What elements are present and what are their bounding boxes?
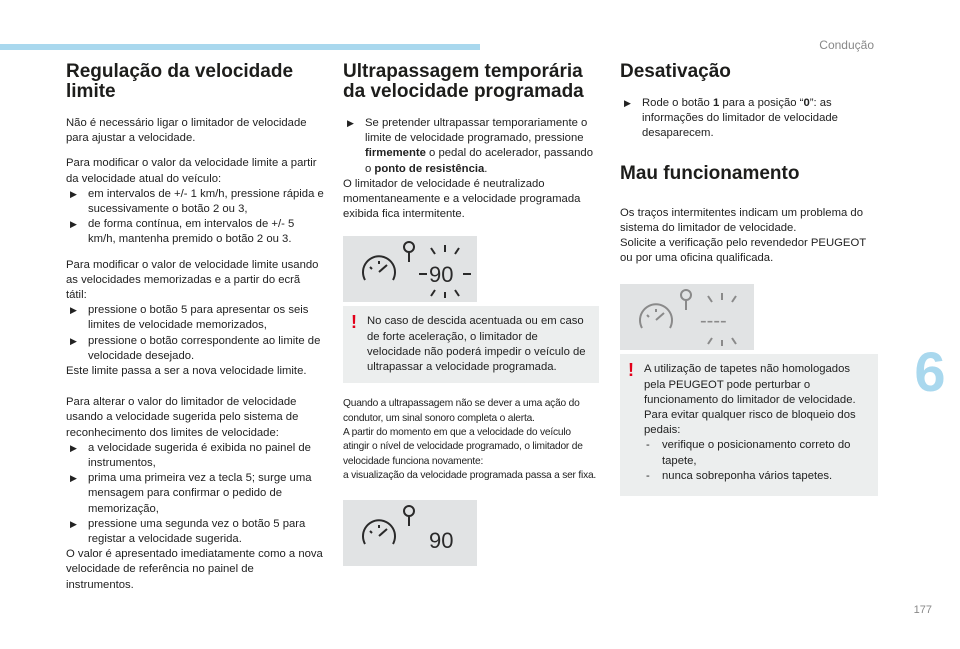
section-label: Condução: [819, 38, 874, 52]
limiter-icon: [681, 290, 691, 310]
list-item: [66, 471, 324, 517]
text: Se pretender ultrapassar temporariamente o limite de velocidade programado, pressione: [365, 117, 588, 145]
list-item: [66, 441, 324, 471]
arrow-bullet-icon: ▶: [70, 305, 77, 316]
header-accent-bar: [0, 44, 480, 50]
speedometer-icon: [363, 257, 395, 281]
list-item: [66, 187, 324, 217]
paragraph-end: O valor é apresentado imediatamente como a nova velocidade de referência no painel de instrumentos.: [66, 548, 323, 591]
heading-speed-adjust: Regulação da velocidade limite: [66, 61, 294, 102]
column-speed-adjust: [66, 62, 324, 603]
text: ”: as informações do limitador de velocidade desaparecem.: [642, 97, 838, 140]
list-item: [66, 517, 324, 547]
text: o pedal do acelerador, passando o: [365, 147, 593, 175]
list-item-text: pressione o botão 5 para apresentar os seis limites de velocidade memorizados,: [88, 304, 309, 332]
paragraph-intro: Para alterar o valor do limitador de velocidade usando a velocidade sugerida pelo sistema de reconhecimento dos limites de velocidade:: [66, 396, 299, 439]
arrow-bullet-icon: ▶: [347, 118, 354, 128]
limiter-display-svg: [343, 500, 477, 566]
list-item: [620, 96, 878, 142]
paragraph: Os traços intermitentes indicam um problema do sistema do limitador de velocidade.: [620, 206, 863, 234]
list-item-text: de forma contínua, em intervalos de +/- 5 km/h, mantenha premido o botão 2 ou 3.: [88, 218, 295, 246]
warning-box: [343, 306, 599, 383]
text-bold: ponto de resistência: [374, 162, 485, 175]
page-number: 177: [913, 604, 932, 616]
text-bold: 0: [803, 97, 810, 109]
instrument-illustration-fixed: [343, 500, 477, 566]
column-deactivation: [620, 62, 878, 510]
paragraph: Solicite a verificação pelo revendedor PEUGEOT ou por uma oficina qualificada.: [620, 237, 866, 265]
heading-deactivation: Desativação: [620, 61, 731, 82]
text-bold: 1: [712, 97, 720, 109]
text: para a posição “: [719, 97, 804, 109]
arrow-bullet-icon: ▶: [70, 188, 77, 199]
arrow-bullet-icon: ▶: [70, 219, 77, 230]
note-text: a visualização da velocidade programada passa a ser fixa.: [343, 470, 597, 482]
heading-malfunction: Mau funcionamento: [620, 162, 800, 184]
paragraph: [66, 258, 324, 380]
paragraph: [66, 156, 324, 247]
limiter-icon: [404, 242, 414, 262]
list-item-text: a velocidade sugerida é exibida no painel de instrumentos,: [88, 441, 311, 470]
limiter-display-svg: [620, 284, 754, 350]
limiter-speed-value: 90: [429, 262, 454, 288]
note-text: A partir do momento em que a velocidade do veículo atingir o nível de velocidade programado, o limitador de velocidade funciona novamente:: [343, 427, 583, 467]
limiter-display-svg: [343, 236, 477, 302]
list-item: [644, 438, 868, 468]
arrow-bullet-icon: ▶: [70, 335, 77, 346]
list-item: [66, 303, 324, 333]
paragraph: [66, 395, 324, 593]
speedometer-icon: [363, 520, 395, 544]
arrow-bullet-icon: ▶: [70, 442, 77, 453]
warning-text: No caso de descida acentuada ou em caso de forte aceleração, o limitador de velocidade não poderá impedir o veículo de ultrapassar a velocidade programada.: [367, 315, 586, 374]
arrow-bullet-icon: ▶: [624, 98, 631, 108]
chapter-number: 6: [900, 340, 960, 404]
list-item-text: prima uma primeira vez a tecla 5; surge uma mensagem para confirmar o pedido de memorização,: [88, 472, 312, 515]
column-temporary-override: [343, 62, 599, 570]
list-item: [644, 469, 868, 484]
dash-marker: -: [646, 469, 650, 482]
list-item-text: pressione o botão correspondente ao limite de velocidade desejado.: [88, 334, 321, 362]
note-block: [343, 397, 599, 483]
warning-box: [620, 354, 878, 496]
text: Rode o botão: [642, 97, 713, 109]
list-item-text: verifique o posicionamento correto do tapete,: [662, 439, 851, 467]
limiter-icon: [404, 506, 414, 526]
paragraph: O limitador de velocidade é neutralizado momentaneamente e a velocidade programada exibida fica intermitente.: [343, 177, 581, 221]
limiter-speed-value: 90: [429, 527, 454, 553]
speedometer-icon: [640, 305, 672, 329]
instrument-illustration-fault: [620, 284, 754, 350]
list-item-text: em intervalos de +/- 1 km/h, pressione rápida e sucessivamente o botão 2 ou 3,: [88, 187, 324, 216]
list-item: [66, 217, 324, 247]
list-item: [343, 116, 599, 177]
warning-text: A utilização de tapetes não homologados pela PEUGEOT pode perturbar o funcionamento do limitador de velocidade. Para evitar qualquer risco de bloqueio dos pedais:: [644, 363, 856, 437]
heading-temporary-override: Ultrapassagem temporária da velocidade programada: [343, 61, 584, 102]
paragraph: Não é necessário ligar o limitador de velocidade para ajustar a velocidade.: [66, 117, 307, 145]
list-item-text: nunca sobreponha vários tapetes.: [662, 469, 833, 482]
exclamation-icon: !: [628, 360, 634, 381]
text: .: [484, 162, 488, 175]
instrument-illustration-blinking: [343, 236, 477, 302]
arrow-bullet-icon: ▶: [70, 473, 77, 484]
paragraph-intro: Para modificar o valor da velocidade limite a partir da velocidade atual do veículo:: [66, 157, 317, 185]
limiter-fault-dashes: ----: [700, 310, 727, 333]
paragraph-intro: Para modificar o valor de velocidade limite usando as velocidades memorizadas e a partir do ecrã tátil:: [66, 258, 319, 302]
list-item: [66, 334, 324, 364]
paragraph-end: Este limite passa a ser a nova velocidade limite.: [66, 365, 307, 378]
dash-marker: -: [646, 439, 650, 452]
exclamation-icon: !: [351, 312, 357, 333]
arrow-bullet-icon: ▶: [70, 518, 77, 529]
text-bold: firmemente: [365, 147, 426, 160]
note-text: Quando a ultrapassagem não se dever a uma ação do condutor, um sinal sonoro completa o alerta.: [343, 398, 580, 424]
list-item-text: pressione uma segunda vez o botão 5 para registar a velocidade sugerida.: [88, 517, 306, 546]
